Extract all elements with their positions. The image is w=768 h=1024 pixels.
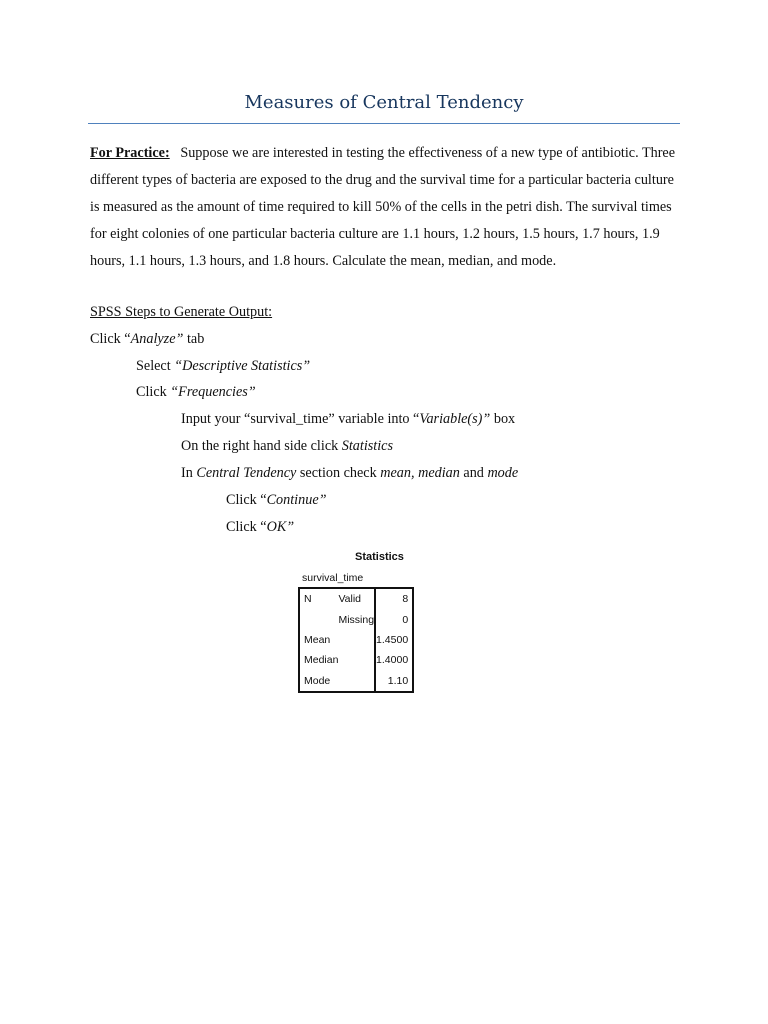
steps-heading: SPSS Steps to Generate Output: <box>90 304 273 320</box>
table-row <box>299 650 413 670</box>
row-label <box>299 609 338 629</box>
step-input-variable: Input your “survival_time” variable into “Variable(s)” box <box>181 411 516 427</box>
row-value: 0 <box>375 609 413 629</box>
title-divider <box>88 123 680 124</box>
row-label: N <box>304 593 312 606</box>
row-sublabel <box>338 630 375 650</box>
row-sublabel <box>338 671 375 692</box>
page-title: Measures of Central Tendency <box>244 92 524 113</box>
table-row <box>299 671 413 692</box>
row-label: Median <box>304 654 339 667</box>
table-row <box>299 588 413 609</box>
row-label: Mode <box>304 674 331 687</box>
stats-title: Statistics <box>355 551 404 563</box>
practice-label: For Practice: <box>90 145 170 161</box>
row-label: Mean <box>304 633 331 646</box>
step-click-statistics: On the right hand side click Statistics <box>181 438 394 454</box>
step-frequencies: Click “Frequencies” <box>136 384 256 400</box>
step-analyze: Click “Analyze” tab <box>90 331 205 347</box>
step-central-tendency: In Central Tendency section check mean, median and mode <box>181 465 519 481</box>
practice-text: Suppose we are interested in testing the effectiveness of a new type of antibiotic. Three different types of bacteria are exposed to the drug and the survival time for a particular bacteria culture is measured as the amount of time required to kill 50% of the cells in the petri dish. The survival times for eight colonies of one particular bacteria culture are 1.1 hours, 1.2 hours, 1.5 hours, 1.7 hours, 1.9 hours, 1.1 hours, 1.3 hours, and 1.8 hours. Calculate the mean, median, and mode. <box>90 145 676 269</box>
step-descriptive-statistics: Select “Descriptive Statistics” <box>136 358 311 374</box>
row-value: 1.4500 <box>375 630 413 650</box>
row-value: 1.4000 <box>375 650 413 670</box>
row-sublabel: Missing <box>338 613 375 626</box>
table-row <box>299 630 413 650</box>
table-row <box>299 609 413 629</box>
row-sublabel: Valid <box>338 593 362 606</box>
row-sublabel <box>338 650 375 670</box>
step-continue: Click “Continue” <box>226 492 327 508</box>
stats-variable-name: survival_time <box>302 572 364 584</box>
stats-table <box>298 587 414 693</box>
step-ok: Click “OK” <box>226 519 295 535</box>
practice-paragraph <box>90 140 680 275</box>
row-value: 1.10 <box>375 671 413 692</box>
row-value: 8 <box>375 588 413 609</box>
